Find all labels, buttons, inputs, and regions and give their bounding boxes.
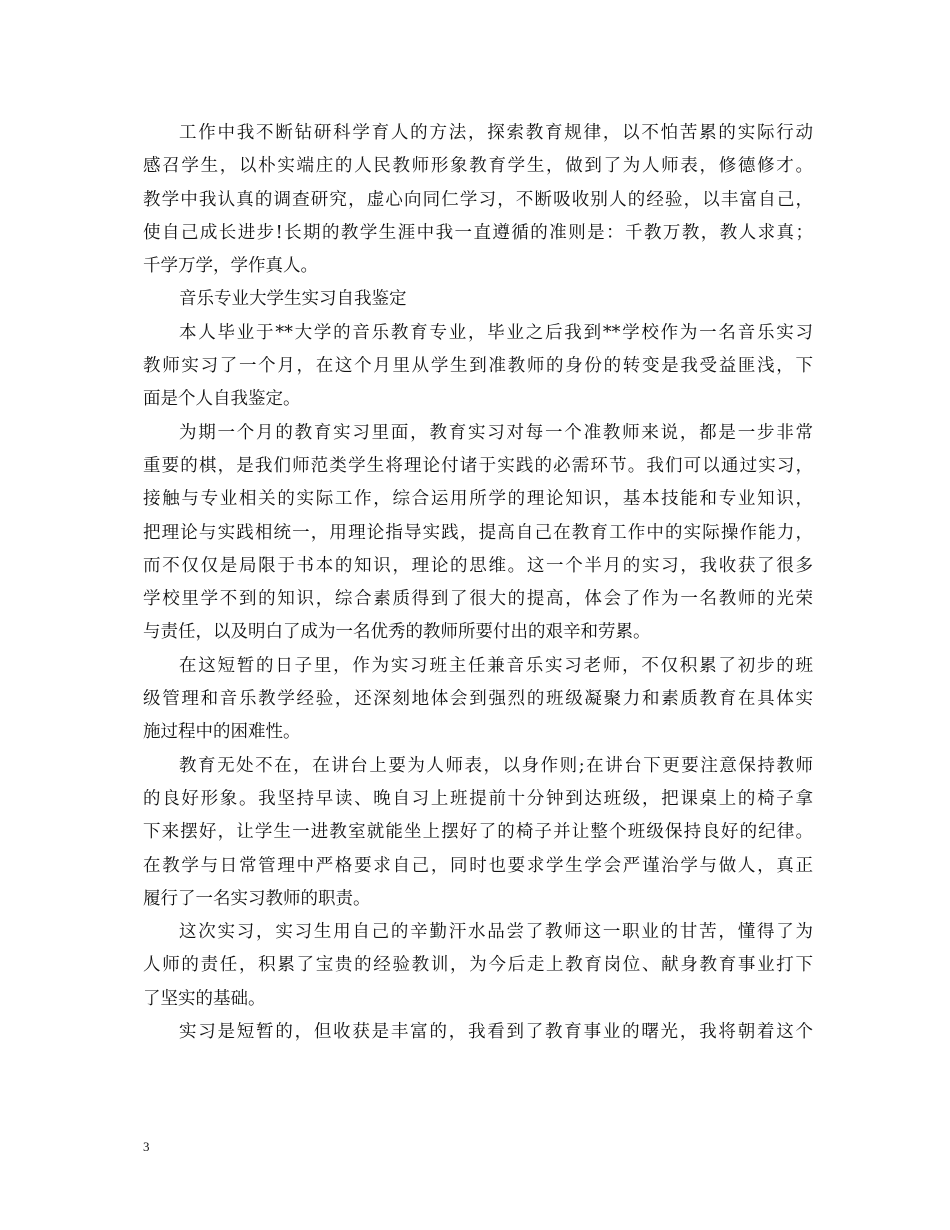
- text-line: 与责任，以及明白了成为一名优秀的教师所要付出的艰辛和劳累。: [143, 622, 651, 643]
- text-line: 面是个人自我鉴定。: [143, 389, 301, 410]
- text-line: 接触与专业相关的实际工作，综合运用所学的理论知识，基本技能和专业知识，: [143, 489, 813, 510]
- section-title: 音乐专业大学生实习自我鉴定: [179, 289, 407, 310]
- text-line: 在这短暂的日子里，作为实习班主任兼音乐实习老师，不仅积累了初步的班: [179, 655, 813, 676]
- text-line: 施过程中的困难性。: [143, 722, 301, 743]
- text-line: 了坚实的基础。: [143, 988, 266, 1009]
- text-line: 使自己成长进步!长期的教学生涯中我一直遵循的准则是：千教万教，教人求真；: [143, 222, 813, 243]
- text-line: 教学中我认真的调查研究，虚心向同仁学习，不断吸收别人的经验，以丰富自己，: [143, 189, 813, 210]
- text-line: 重要的棋，是我们师范类学生将理论付诸于实践的必需环节。我们可以通过实习，: [143, 455, 813, 476]
- text-line: 为期一个月的教育实习里面，教育实习对每一个准教师来说，都是一步非常: [179, 422, 813, 443]
- text-line: 下来摆好，让学生一进教室就能坐上摆好了的椅子并让整个班级保持良好的纪律。: [143, 822, 813, 843]
- text-line: 本人毕业于**大学的音乐教育专业，毕业之后我到**学校作为一名音乐实习: [179, 322, 813, 343]
- text-line: 实习是短暂的，但收获是丰富的，我看到了教育事业的曙光，我将朝着这个: [179, 1022, 813, 1043]
- text-line: 人师的责任，积累了宝贵的经验教训，为今后走上教育岗位、献身教育事业打下: [143, 955, 813, 976]
- page-number: 3: [143, 1139, 150, 1154]
- text-line: 这次实习，实习生用自己的辛勤汗水品尝了教师这一职业的甘苦，懂得了为: [179, 922, 813, 943]
- text-line: 千学万学，学作真人。: [143, 256, 318, 277]
- text-line: 把理论与实践相统一，用理论指导实践，提高自己在教育工作中的实际操作能力，: [143, 522, 813, 543]
- text-line: 学校里学不到的知识，综合素质得到了很大的提高，体会了作为一名教师的光荣: [143, 589, 813, 610]
- text-line: 教师实习了一个月，在这个月里从学生到准教师的身份的转变是我受益匪浅，下: [143, 356, 813, 377]
- document-body: [143, 117, 813, 1049]
- text-line: 履行了一名实习教师的职责。: [143, 888, 371, 909]
- text-line: 教育无处不在，在讲台上要为人师表，以身作则;在讲台下更要注意保持教师: [179, 755, 813, 776]
- text-line: 在教学与日常管理中严格要求自己，同时也要求学生学会严谨治学与做人，真正: [143, 855, 813, 876]
- text-line: 感召学生，以朴实端庄的人民教师形象教育学生，做到了为人师表，修德修才。: [143, 156, 813, 177]
- text-line: 而不仅仅是局限于书本的知识，理论的思维。这一个半月的实习，我收获了很多: [143, 555, 813, 576]
- text-line: 工作中我不断钻研科学育人的方法，探索教育规律，以不怕苦累的实际行动: [179, 123, 813, 143]
- text-line: 的良好形象。我坚持早读、晚自习上班提前十分钟到达班级，把课桌上的椅子拿: [143, 788, 813, 809]
- text-line: 级管理和音乐教学经验，还深刻地体会到强烈的班级凝聚力和素质教育在具体实: [143, 689, 813, 710]
